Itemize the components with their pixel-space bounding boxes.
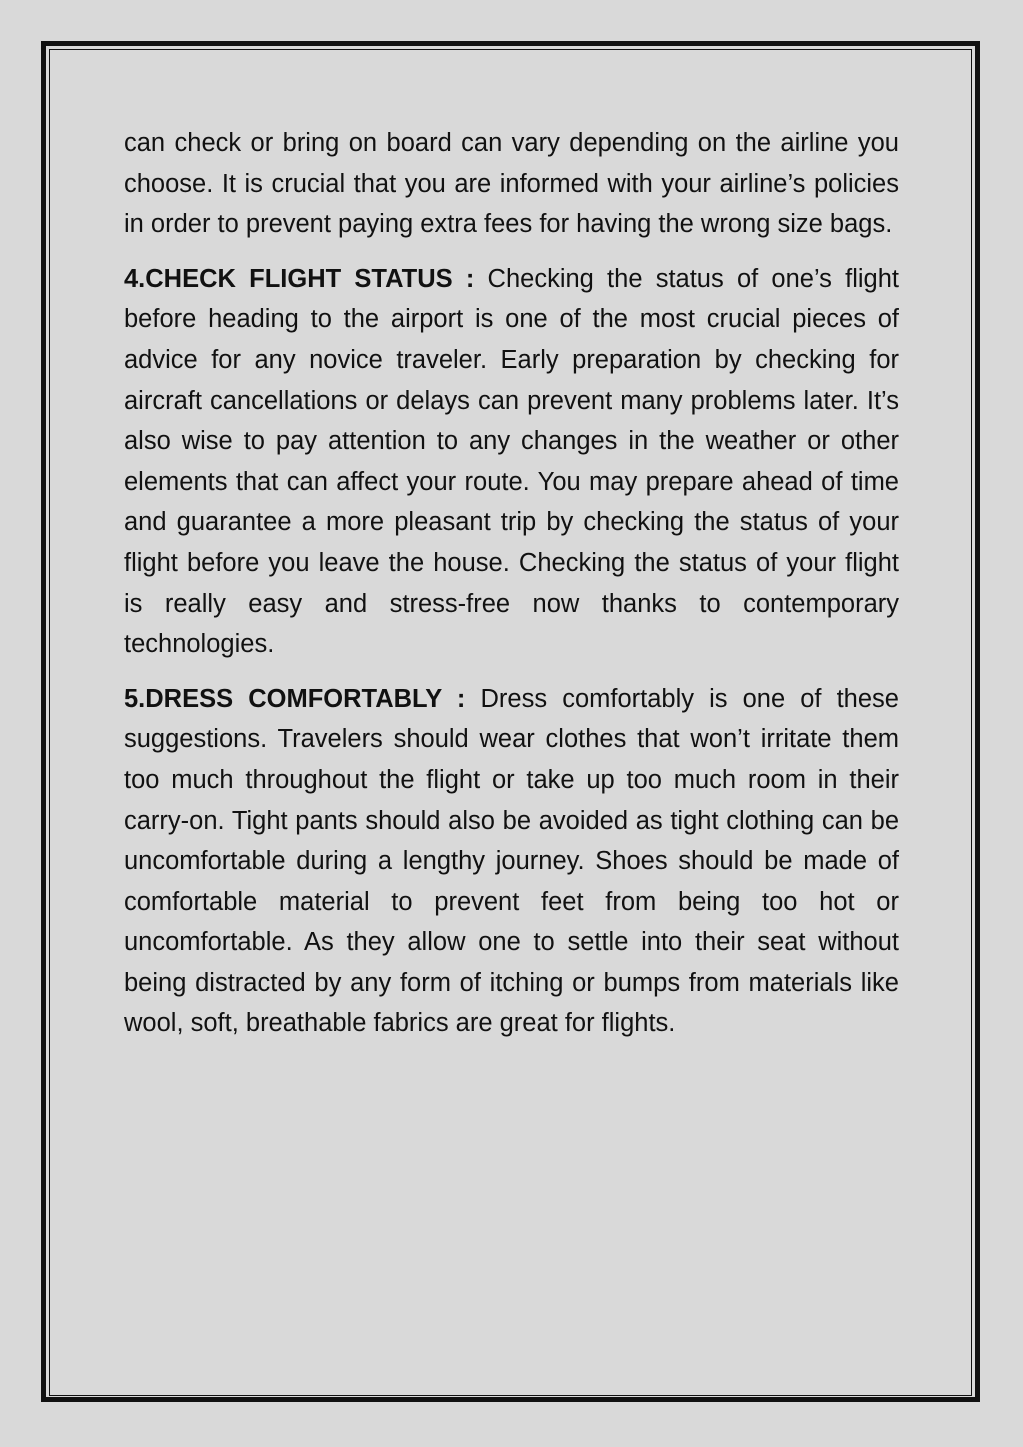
section-heading-dress-comfortably: 5.DRESS COMFORTABLY : — [124, 684, 466, 713]
paragraph-check-flight-status — [124, 259, 899, 665]
paragraph-baggage-continued — [124, 123, 899, 245]
paragraph-dress-comfortably — [124, 679, 899, 1044]
paragraph-text: Dress comfortably is one of these suggestions. Travelers should wear clothes that won’t irritate them too much throughout the flight or take up too much room in their carry-on. Tight pants should also be avoided as tight clothing can be uncomfortable during a lengthy journey. Shoes should be made of comfortable material to prevent feet from being too hot or uncomfortable. As they allow one to settle into their seat without being distracted by any form of itching or bumps from materials like wool, soft, breathable fabrics are great for flights. — [124, 684, 899, 1038]
paragraph-text: Checking the status of one’s flight before heading to the airport is one of the most crucial pieces of advice for any novice traveler. Early preparation by checking for aircraft cancellations or delays can prevent many problems later. It’s also wise to pay attention to any changes in the weather or other elements that can affect your route. You may prepare ahead of time and guarantee a more pleasant trip by checking the status of your flight before you leave the house. Checking the status of your flight is really easy and stress-free now thanks to contemporary technologies. — [124, 264, 899, 659]
document-body — [124, 123, 899, 1058]
paragraph-text: can check or bring on board can vary depending on the airline you choose. It is crucial that you are informed with your airline’s policies in order to prevent paying extra fees for having the wrong size bags. — [124, 129, 899, 239]
section-heading-check-flight-status: 4.CHECK FLIGHT STATUS : — [124, 264, 475, 293]
